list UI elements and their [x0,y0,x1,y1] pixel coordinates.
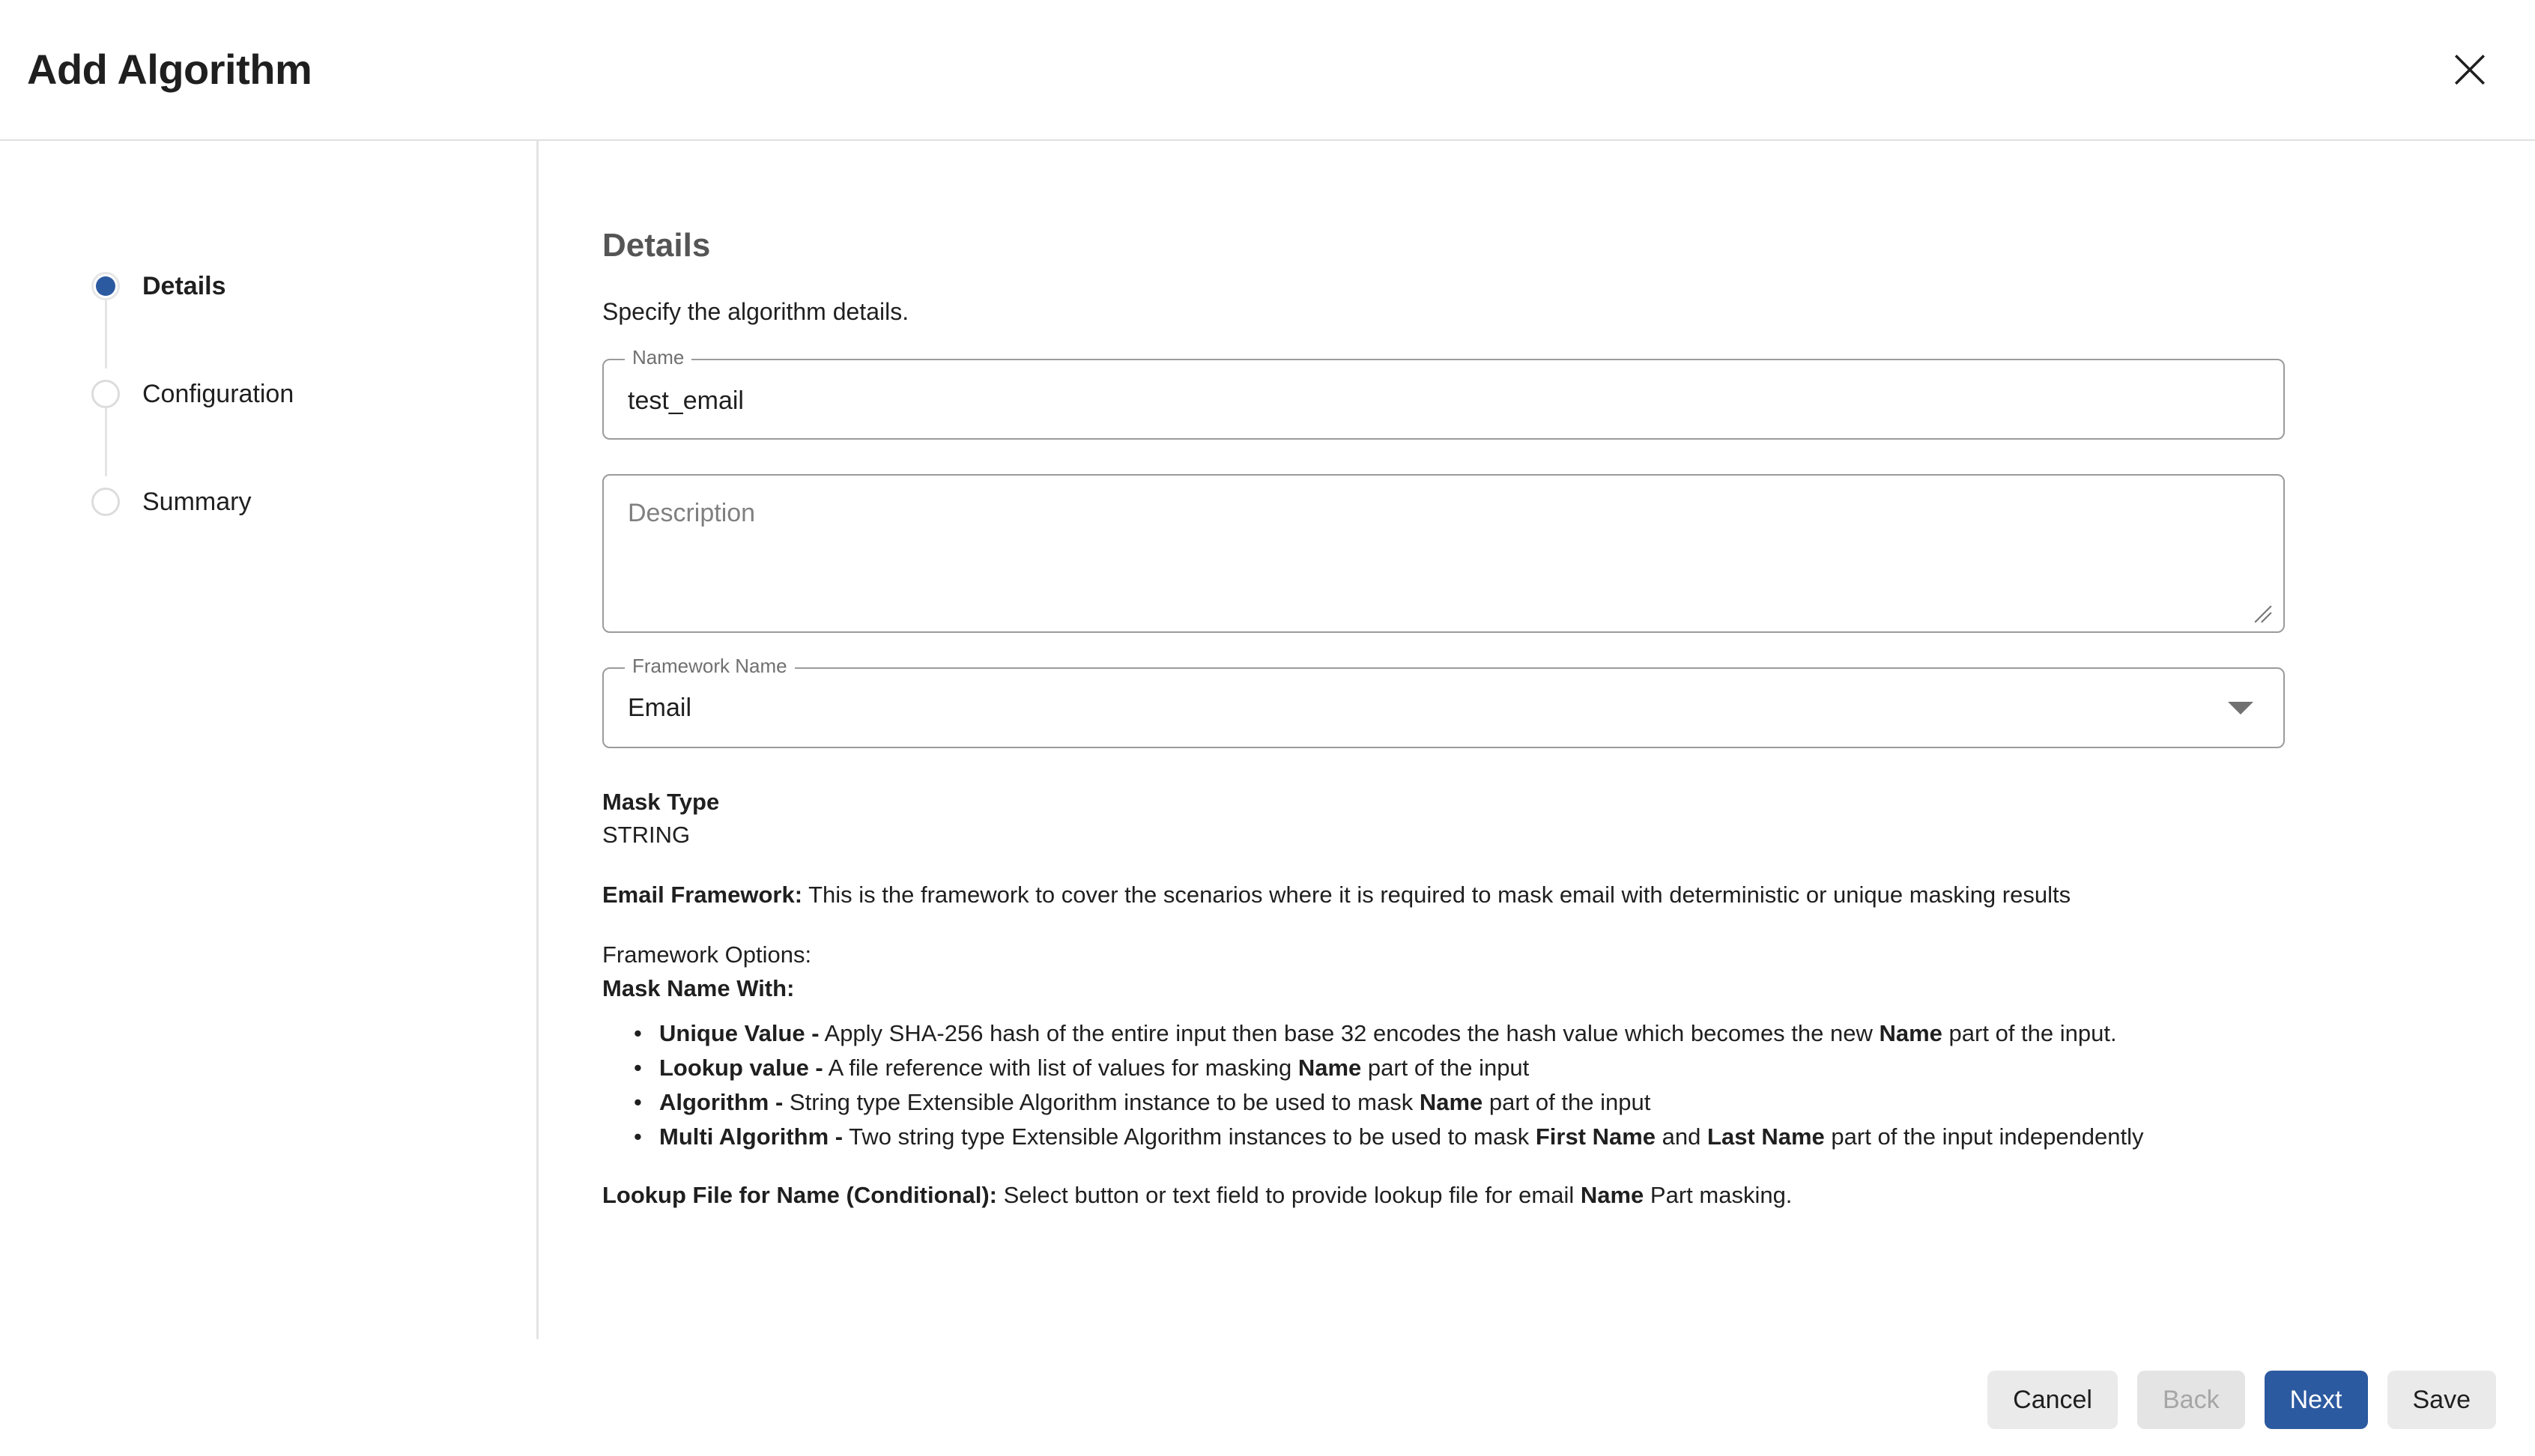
stepper-sidebar [0,141,536,1344]
lookup-file-note [602,1179,2285,1212]
option-text-after: part of the input [1361,1054,1530,1081]
section-title: Details [602,227,711,264]
sidebar-item-configuration[interactable] [0,340,536,448]
framework-name-value: Email [628,693,692,722]
sidebar-item-summary[interactable] [0,448,536,556]
lookup-file-text-after: Part masking. [1644,1182,1793,1209]
option-term: Algorithm - [659,1088,784,1115]
close-icon [2451,51,2489,88]
list-item [659,1120,2285,1154]
option-emphasis: Name [1879,1019,1942,1046]
name-input[interactable]: test_email [628,386,744,415]
option-text: Two string type Extensible Algorithm instances to be used to mask [843,1123,1536,1150]
option-term: Unique Value - [659,1019,820,1046]
sidebar-divider [536,141,539,1339]
dialog-header [0,0,2535,141]
list-item [659,1085,2285,1120]
cancel-button[interactable]: Cancel [1987,1371,2118,1429]
option-emphasis: Name [1297,1054,1362,1081]
option-text-after: part of the input [1482,1088,1651,1115]
description-field-wrapper [602,474,2285,633]
option-text-after: part of the input independently [1824,1123,2144,1150]
mask-options-list [602,1016,2285,1154]
framework-description [602,879,2285,911]
section-subtitle: Specify the algorithm details. [602,298,909,325]
step-label: Configuration [142,379,294,408]
description-field[interactable] [602,474,2285,633]
name-field-label: Name [625,348,691,367]
option-text-after: part of the input. [1942,1019,2117,1046]
framework-options-label: Framework Options: [602,941,812,968]
mask-name-with-label: Mask Name With: [602,974,795,1001]
framework-name-select[interactable] [602,655,2285,748]
step-marker-icon [91,272,120,300]
sidebar-item-details[interactable] [0,232,536,340]
step-marker-icon [91,380,120,408]
resize-handle-icon[interactable] [2253,604,2273,624]
step-label: Details [142,271,226,300]
framework-name-label: Framework Name [625,656,795,676]
option-text: String type Extensible Algorithm instance to be used to mask [783,1088,1420,1115]
close-button[interactable] [2438,37,2502,102]
option-emphasis-2: Last Name [1707,1123,1825,1150]
list-item [659,1051,2285,1085]
mask-type-label: Mask Type [602,789,720,815]
option-emphasis: First Name [1535,1123,1656,1150]
framework-info [602,786,2285,1212]
option-term: Lookup value - [659,1054,823,1081]
framework-name-field-wrapper [602,655,2285,748]
back-button: Back [2137,1371,2245,1429]
option-text: A file reference with list of values for masking [823,1054,1298,1081]
description-input[interactable]: Description [628,499,756,527]
option-text: Apply SHA-256 hash of the entire input then base 32 encodes the hash value which becomes the new [819,1019,1880,1046]
option-emphasis: Name [1419,1088,1483,1115]
dialog-body [0,141,2535,1344]
page-title: Add Algorithm [27,46,312,93]
name-field-wrapper [602,346,2285,440]
lookup-file-text: Select button or text field to provide lookup file for email [996,1182,1581,1209]
next-button[interactable]: Next [2265,1371,2368,1429]
option-text-mid: and [1656,1123,1708,1150]
lookup-file-emphasis: Name [1580,1182,1644,1209]
chevron-down-icon[interactable] [2228,702,2253,715]
option-term: Multi Algorithm - [659,1123,844,1150]
details-panel [536,141,2535,1344]
step-label: Summary [142,487,252,516]
name-field[interactable] [602,346,2285,440]
dialog-footer [0,1344,2535,1456]
lookup-file-heading: Lookup File for Name (Conditional): [602,1182,997,1209]
mask-type-value: STRING [602,822,691,849]
list-item [659,1016,2285,1051]
framework-description-heading: Email Framework: [602,882,803,909]
framework-description-text: This is the framework to cover the scenarios where it is required to mask email with deterministic or unique masking results [802,882,2071,909]
save-button[interactable]: Save [2387,1371,2497,1429]
step-marker-icon [91,488,120,516]
